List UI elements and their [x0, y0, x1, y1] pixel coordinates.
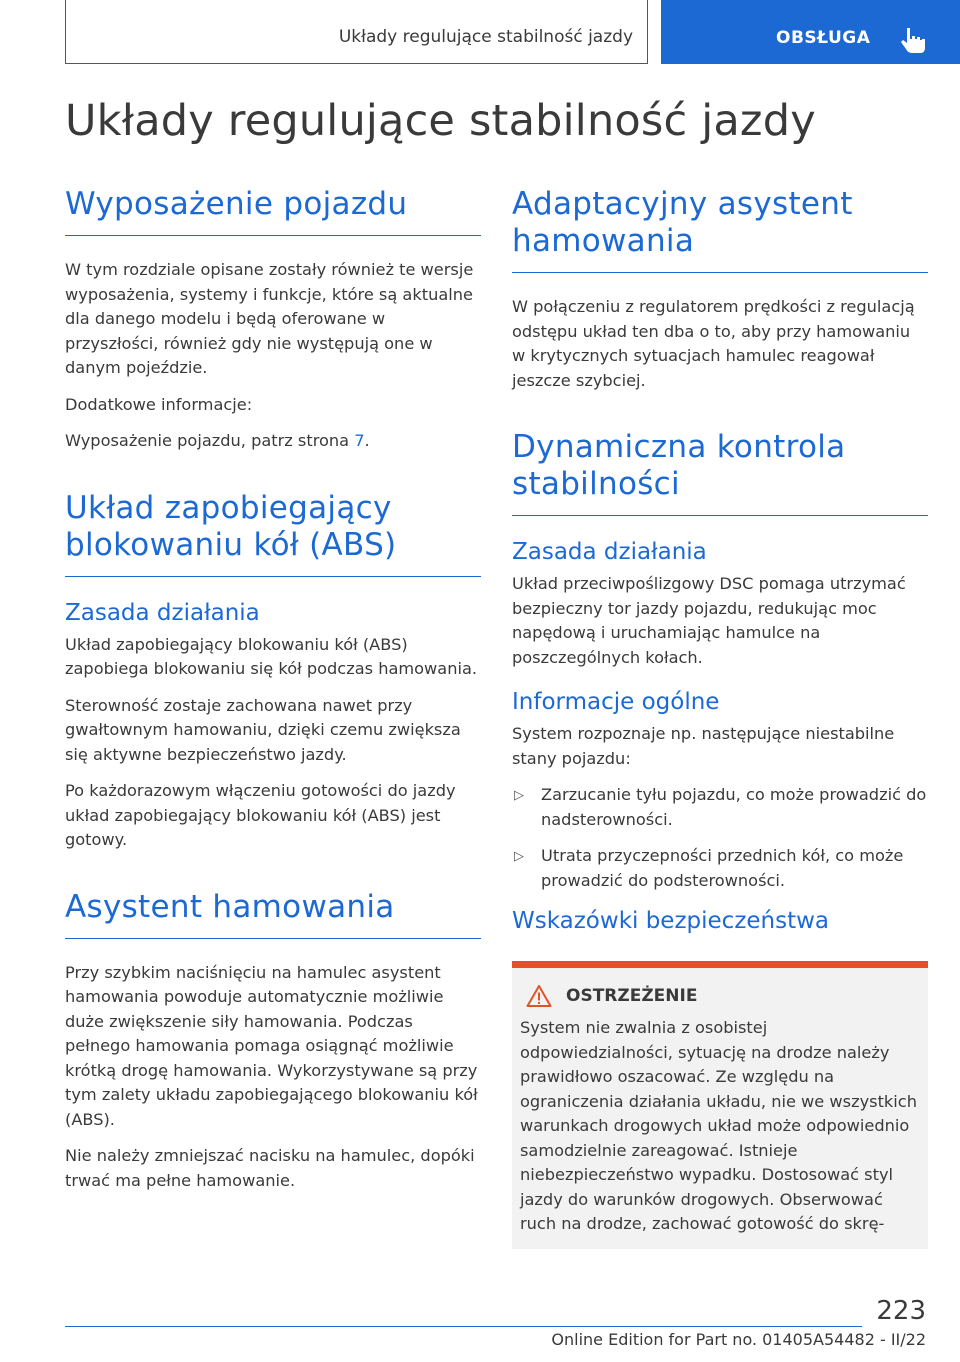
subheading-safety-notes: Wskazówki bezpieczeństwa — [512, 908, 830, 934]
subheading-abs-principle: Zasada działania — [65, 599, 260, 626]
unstable-states-list — [512, 783, 928, 893]
warning-text: System nie zwalnia z osobistej odpowiedzialności, sytuację na drodze należy prawidłowo oszacować. Ze względu na ograniczenia działania układu, nie we wszystkich warunkach drogowych układ może odpowiednio samodzielnie zareagować. Istnieje niebezpieczeństwo wypadku. Dostosować styl jazdy do warunków drogowych. Obserwować ruch na drodze, zachować gotowość do skrę- — [520, 1018, 917, 1233]
subheading-general-info: Informacje ogólne — [512, 689, 720, 715]
additional-info-label: Dodatkowe informacje: — [65, 394, 253, 414]
heading-dsc: Dynamiczna kontrola stabilności — [512, 429, 928, 516]
bullet-triangle-icon: ▷ — [514, 849, 524, 864]
warning-title: OSTRZEŻENIE — [566, 986, 698, 1006]
warning-header — [520, 984, 920, 1008]
heading-abs: Układ zapobiegający blokowaniu kół (ABS) — [65, 490, 481, 577]
abs-paragraph-2: Sterowność zostaje zachowana nawet przy gwałtownym hamowaniu, dzięki czemu zwiększa się aktywne bezpieczeństwo jazdy. — [65, 695, 461, 764]
page-link[interactable]: 7 — [354, 431, 365, 450]
heading-brake-assist: Asystent hamowania — [65, 889, 481, 939]
footer-edition: Online Edition for Part no. 01405A54482 - II/22 — [551, 1330, 926, 1349]
header-chapter-label: OBSŁUGA — [776, 28, 871, 48]
adaptive-paragraph: W połączeniu z regulatorem prędkości z regulacją odstępu układ ten dba o to, aby przy hamowaniu w krytycznych sytuacjach hamulec reagował jeszcze szybciej. — [512, 297, 915, 390]
dsc-paragraph: Układ przeciwpoślizgowy DSC pomaga utrzymać bezpieczny tor jazdy pojazdu, redukując moc napędową i uruchamiając hamulce na poszczególnych kołach. — [512, 574, 906, 667]
header-section-box — [65, 0, 648, 64]
header-section-title: Układy regulujące stabilność jazdy — [338, 27, 633, 47]
equipment-reference: Wyposażenie pojazdu, patrz strona 7. — [65, 431, 370, 450]
bullet-triangle-icon: ▷ — [514, 788, 524, 803]
warning-triangle-icon — [526, 984, 552, 1008]
footer-divider — [65, 1326, 862, 1327]
list-item: ▷ Zarzucanie tyłu pojazdu, co może prowadzić do nadsterowności. — [514, 785, 927, 829]
page-number: 223 — [876, 1296, 926, 1326]
abs-paragraph-3: Po każdorazowym włączeniu gotowości do jazdy układ zapobiegający blokowaniu kół (ABS) jest gotowy. — [65, 781, 456, 849]
general-info-paragraph: System rozpoznaje np. następujące niestabilne stany pojazdu: — [512, 724, 895, 768]
subheading-dsc-principle: Zasada działania — [512, 539, 707, 565]
heading-adaptive-brake-assist: Adaptacyjny asystent hamowania — [512, 186, 928, 273]
abs-paragraph-1: Układ zapobiegający blokowaniu kół (ABS) zapobiega blokowaniu się kół podczas hamowania. — [65, 634, 478, 678]
heading-equipment: Wyposażenie pojazdu — [65, 186, 481, 236]
list-item: ▷ Utrata przyczepności przednich kół, co może prowadzić do podsterowności. — [514, 846, 904, 890]
left-column — [65, 186, 481, 1205]
header-chapter-tab[interactable] — [661, 0, 960, 64]
equipment-paragraph: W tym rozdziale opisane zostały również te wersje wyposażenia, systemy i funkcje, które są aktualne dla danego modelu i będą oferowane w przyszłości, również gdy nie występują one w danym pojeździe. — [65, 260, 474, 377]
warning-box — [512, 961, 928, 1249]
page-title: Układy regulujące stabilność jazdy — [65, 96, 816, 146]
pointing-hand-icon — [900, 24, 926, 54]
brake-assist-paragraph-2: Nie należy zmniejszać nacisku na hamulec, dopóki trwać ma pełne hamowanie. — [65, 1146, 475, 1190]
right-column — [512, 186, 928, 1249]
brake-assist-paragraph-1: Przy szybkim naciśnięciu na hamulec asystent hamowania powoduje automatycznie możliwie duże zwiększenie siły hamowania. Podczas pełnego hamowania pomaga osiągnąć możliwie krótką drogę hamowania. Wykorzystywane są przy tym zalety układu zapobiegającego blokowaniu kół (ABS). — [65, 962, 478, 1129]
